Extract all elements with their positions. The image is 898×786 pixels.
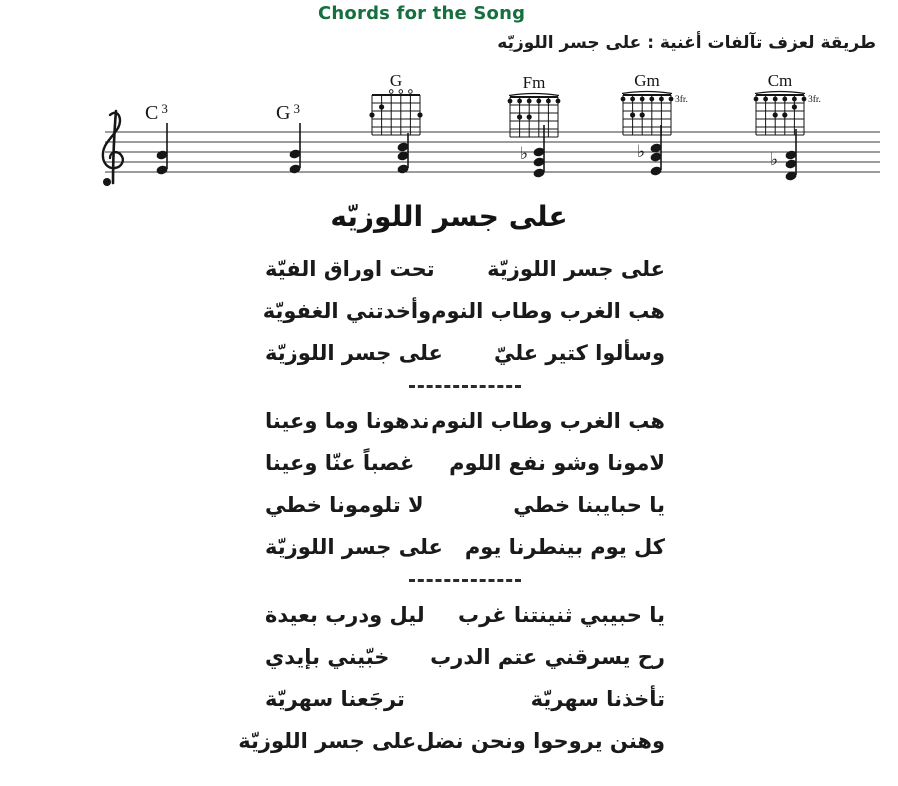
treble-clef-icon xyxy=(103,111,123,186)
stanza xyxy=(262,248,665,374)
svg-text:3fr.: 3fr. xyxy=(675,95,688,105)
hemistich-left: على جسر اللوزيّة xyxy=(238,729,417,753)
flat-sign-icon: ♭ xyxy=(770,150,779,170)
verse-line xyxy=(238,720,665,762)
verse-line xyxy=(265,636,665,678)
stanza xyxy=(238,594,665,762)
stanza-divider xyxy=(409,385,521,388)
verse-line xyxy=(265,248,665,290)
verse-line xyxy=(265,526,665,568)
music-score xyxy=(0,71,898,200)
hemistich-left: تحت اوراق الفيّة xyxy=(265,257,435,281)
chord-diagram-name: Fm xyxy=(522,73,546,92)
verse-line xyxy=(265,484,665,526)
hemistich-left: لا تلومونا خطي xyxy=(265,493,424,517)
hemistich-left: غصباً عنّا وعينا xyxy=(265,451,415,475)
fretboard-grid xyxy=(752,89,836,137)
fretboard-grid xyxy=(506,91,590,139)
verse-line xyxy=(265,594,665,636)
chord-diagram-cm xyxy=(752,73,836,141)
hemistich-right: على جسر اللوزيّة xyxy=(487,257,665,281)
chord-diagram-name: Cm xyxy=(767,71,793,90)
chord-letter: C xyxy=(145,102,159,124)
hemistich-left: على جسر اللوزيّة xyxy=(265,341,443,365)
fretboard-grid xyxy=(619,89,703,137)
hemistich-left: ندهونا وما وعينا xyxy=(265,409,430,433)
fretboard-grid xyxy=(368,89,452,137)
verse-line xyxy=(265,678,665,720)
stanza xyxy=(265,400,665,568)
hemistich-right: رح يسرقني عتم الدرب xyxy=(430,645,665,669)
hemistich-left: وأخدتني الغفويّة xyxy=(262,299,432,323)
hemistich-left: خبّيني بإيدي xyxy=(265,645,390,669)
chord-superscript: 3 xyxy=(293,101,300,116)
hemistich-right: هب الغرب وطاب النوم xyxy=(431,299,665,323)
hemistich-right: هب الغرب وطاب النوم xyxy=(431,409,665,433)
verse-line xyxy=(265,442,665,484)
chord-superscript: 3 xyxy=(161,101,168,116)
chord-notes-g3 xyxy=(289,123,301,174)
arabic-caption: طريقة لعزف تآلفات أغنية : على جسر اللوزيّه xyxy=(497,33,876,53)
svg-text:3fr.: 3fr. xyxy=(808,95,821,105)
song-title: على جسر اللوزيّه xyxy=(330,200,568,233)
hemistich-right: يا حبيبي ثنينتنا غرب xyxy=(458,603,665,627)
hemistich-right: وسألوا كتير عليّ xyxy=(493,341,665,365)
chord-diagram-gm xyxy=(619,73,703,141)
hemistich-right: يا حبايبنا خطي xyxy=(513,493,665,517)
flat-sign-icon: ♭ xyxy=(520,144,529,164)
hemistich-left: ترجَعنا سهريّة xyxy=(265,687,405,711)
hemistich-right: تأخذنا سهريّة xyxy=(530,687,665,711)
verse-line xyxy=(262,290,665,332)
lyrics-block xyxy=(238,248,665,762)
page-title: Chords for the Song xyxy=(318,3,526,24)
hemistich-right: لامونا وشو نفع اللوم xyxy=(449,451,665,475)
chord-symbol-g xyxy=(276,101,300,125)
hemistich-right: كل يوم بينطرنا يوم xyxy=(464,535,665,559)
flat-sign-icon: ♭ xyxy=(637,142,646,162)
hemistich-left: على جسر اللوزيّة xyxy=(265,535,443,559)
chord-diagram-name: G xyxy=(389,71,403,90)
chord-letter: G xyxy=(276,102,291,124)
chord-notes-c xyxy=(156,123,168,175)
chord-diagram-name: Gm xyxy=(634,71,660,90)
hemistich-left: ليل ودرب بعيدة xyxy=(265,603,425,627)
chord-diagram-fm xyxy=(506,75,590,143)
verse-line xyxy=(265,400,665,442)
verse-line xyxy=(265,332,665,374)
stanza-divider xyxy=(409,579,521,582)
chord-diagram-g xyxy=(368,73,452,141)
chord-symbol-c xyxy=(145,101,168,125)
hemistich-right: وهنن يروحوا ونحن نضل xyxy=(416,729,665,753)
